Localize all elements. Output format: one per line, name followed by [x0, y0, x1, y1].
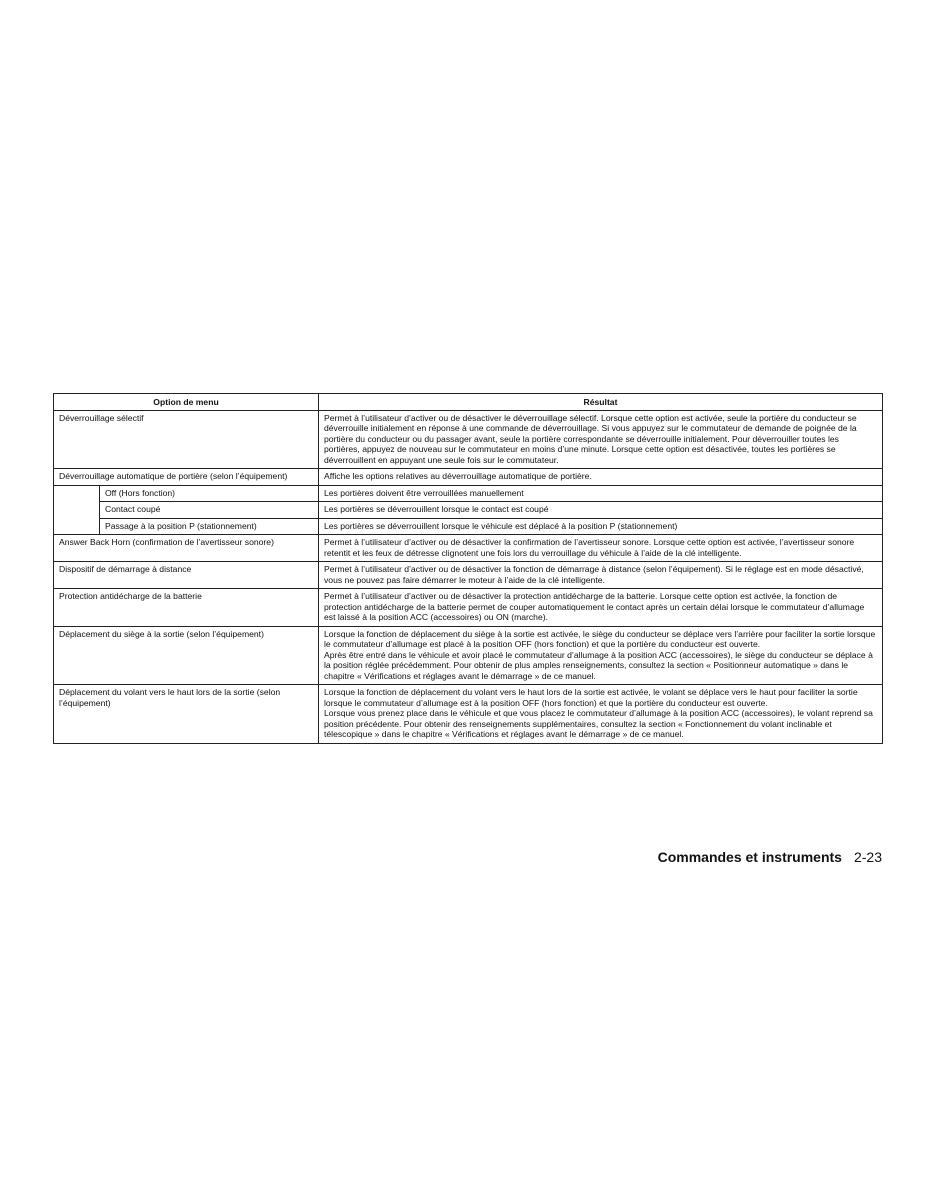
page-number: 2-23: [853, 849, 882, 865]
option-cell: Déplacement du volant vers le haut lors de la sortie (selon l’équipement): [54, 685, 319, 744]
menu-options-table: [53, 393, 883, 744]
sub-option-cell: Passage à la position P (stationnement): [100, 518, 319, 535]
footer-section-title: Commandes et instruments: [657, 849, 842, 865]
table-subrow: [54, 485, 883, 502]
table-row: [54, 410, 883, 469]
sub-option-cell: Contact coupé: [100, 502, 319, 519]
result-cell: Permet à l’utilisateur d’activer ou de désactiver la protection antidécharge de la batterie. Lorsque cette option est activée, la fonction de protection antidécharge de la batterie permet de couper automatiquement le contact après un certain délai lorsque le commutateur d’allumage est laissé à la position ACC (accessoires) ou ON (marche).: [319, 589, 883, 627]
table-header-row: [54, 394, 883, 411]
header-result: Résultat: [319, 394, 883, 411]
option-cell: Protection antidécharge de la batterie: [54, 589, 319, 627]
table-subrow: [54, 518, 883, 535]
table-row: [54, 685, 883, 744]
result-cell: Les portières se déverrouillent lorsque le véhicule est déplacé à la position P (stationnement): [319, 518, 883, 535]
option-cell: Déverrouillage sélectif: [54, 410, 319, 469]
table-row: [54, 626, 883, 685]
table-row: [54, 562, 883, 589]
result-cell: Permet à l’utilisateur d’activer ou de désactiver la confirmation de l’avertisseur sonore. Lorsque cette option est activée, l’avertisseur sonore retentit et les feux de détresse clignotent une fois lors du verrouillage du véhicule à l’aide de la clé intelligente.: [319, 535, 883, 562]
table-row: [54, 535, 883, 562]
result-cell: Lorsque la fonction de déplacement du volant vers le haut lors de la sortie est activée, le volant se déplace vers le haut pour faciliter la sortie lorsque le commutateur d’allumage est à la position OFF (hors fonction) et que la portière du conducteur est ouverte. Lorsque vous prenez place dans le véhicule et que vous placez le commutateur d’allumage à la position ACC (accessoires), le volant reprend sa position précédente. Pour obtenir des renseignements supplémentaires, consultez la section « Fonctionnement du volant inclinable et télescopique » dans le chapitre « Vérifications et réglages avant le démarrage » de ce manuel.: [319, 685, 883, 744]
result-cell: Permet à l’utilisateur d’activer ou de désactiver le déverrouillage sélectif. Lorsque cette option est activée, seule la portière du conducteur se déverrouille initialement en réponse à une commande de déverrouillage. Si vous appuyez sur le commutateur de demande de poignée de la portière du conducteur ou du passager avant, seule la portière correspondante se déverrouille initialement. Pour déverrouiller toutes les portières, appuyez de nouveau sur le commutateur en moins d’une minute. Lorsque cette option est désactivée, toutes les portières se déverrouillent en appuyant une seule fois sur le commutateur.: [319, 410, 883, 469]
result-cell: Les portières doivent être verrouillées manuellement: [319, 485, 883, 502]
option-cell: Déplacement du siège à la sortie (selon l’équipement): [54, 626, 319, 685]
option-cell: Déverrouillage automatique de portière (selon l’équipement): [54, 469, 319, 486]
result-cell: Lorsque la fonction de déplacement du siège à la sortie est activée, le siège du conducteur se déplace vers l’arrière pour faciliter la sortie lorsque le commutateur d’allumage est placé à la position OFF (hors fonction) et que la portière du conducteur est ouverte. Après être entré dans le véhicule et avoir placé le commutateur d’allumage à la position ACC (accessoires), le siège du conducteur se déplace à la position réglée précédemment. Pour obtenir de plus amples renseignements, consultez la section « Positionneur automatique » dans le chapitre « Vérifications et réglages avant le démarrage » de ce manuel.: [319, 626, 883, 685]
option-cell: Answer Back Horn (confirmation de l’avertisseur sonore): [54, 535, 319, 562]
table-row: [54, 589, 883, 627]
result-cell: Permet à l’utilisateur d’activer ou de désactiver la fonction de démarrage à distance (selon l’équipement). Si le réglage est en mode désactivé, vous ne pouvez pas faire démarrer le moteur à l’aide de la clé intelligente.: [319, 562, 883, 589]
sub-indent-cell: [54, 485, 100, 535]
option-cell: Dispositif de démarrage à distance: [54, 562, 319, 589]
page-footer: [658, 849, 882, 865]
result-cell: Les portières se déverrouillent lorsque le contact est coupé: [319, 502, 883, 519]
result-cell: Affiche les options relatives au déverrouillage automatique de portière.: [319, 469, 883, 486]
sub-option-cell: Off (Hors fonction): [100, 485, 319, 502]
table-row: [54, 469, 883, 486]
header-option: Option de menu: [54, 394, 319, 411]
table-subrow: [54, 502, 883, 519]
